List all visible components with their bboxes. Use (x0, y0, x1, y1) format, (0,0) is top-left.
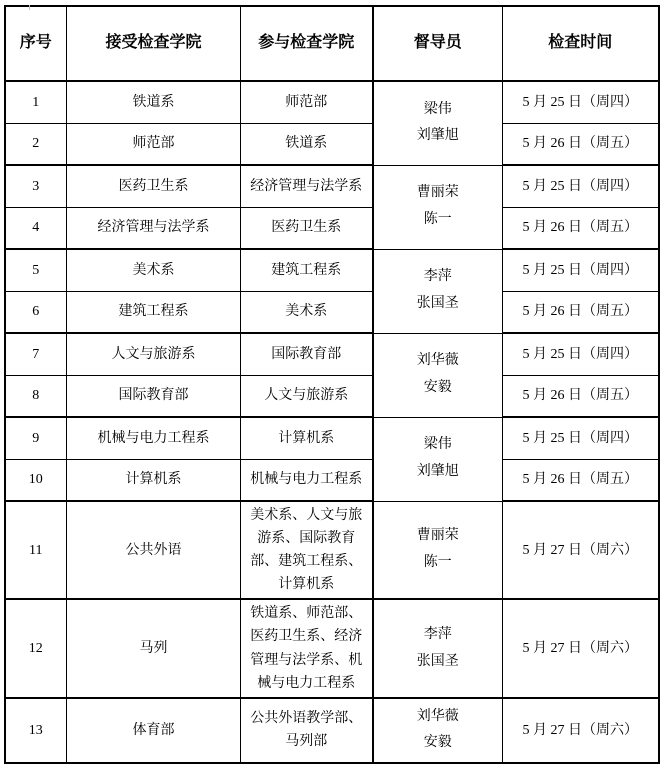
participant-college: 机械与电力工程系 (241, 459, 373, 501)
inspected-college: 马列 (67, 599, 241, 697)
inspection-date: 5 月 26 日（周五） (503, 291, 659, 333)
row-no: 6 (5, 291, 67, 333)
supervisor-name: 陈一 (423, 212, 452, 227)
row-no: 1 (5, 81, 67, 123)
inspection-date: 5 月 25 日（周四） (503, 81, 659, 123)
table-row (5, 207, 659, 249)
row-no: 13 (5, 698, 67, 763)
row-no: 10 (5, 459, 67, 501)
table-row (5, 599, 659, 697)
supervisor-cell (373, 698, 503, 763)
row-no: 2 (5, 123, 67, 165)
supervisor-name: 梁伟 (423, 101, 452, 117)
supervisor-cell (373, 333, 503, 417)
inspection-date: 5 月 27 日（周六） (503, 501, 659, 599)
inspected-college: 计算机系 (67, 459, 241, 501)
table-row (5, 698, 659, 763)
inspected-college: 医药卫生系 (67, 165, 241, 207)
inspected-college: 体育部 (67, 698, 241, 763)
supervisor-cell (373, 249, 503, 333)
inspection-date: 5 月 26 日（周五） (503, 375, 659, 417)
supervisor-name: 梁伟 (423, 437, 452, 453)
supervisor-name: 曹丽荣 (416, 528, 459, 544)
inspected-college: 美术系 (67, 249, 241, 291)
table-row (5, 249, 659, 291)
row-no: 5 (5, 249, 67, 291)
table-row (5, 459, 659, 501)
spreadsheet-gridline-artifact (29, 5, 30, 10)
table-row (5, 165, 659, 207)
participant-college: 医药卫生系 (241, 207, 373, 249)
participant-college: 国际教育部 (241, 333, 373, 375)
table-row (5, 417, 659, 459)
inspected-college: 国际教育部 (67, 375, 241, 417)
table-row (5, 501, 659, 599)
supervisor-cell (373, 165, 503, 249)
inspection-date: 5 月 26 日（周五） (503, 123, 659, 165)
participant-college: 铁道系、师范部、医药卫生系、经济管理与法学系、机械与电力工程系 (241, 599, 373, 697)
inspection-date: 5 月 27 日（周六） (503, 599, 659, 697)
supervisor-name: 刘华薇 (416, 353, 459, 369)
row-no: 4 (5, 207, 67, 249)
header-inspected-college: 接受检查学院 (67, 6, 241, 81)
row-no: 12 (5, 599, 67, 697)
document-page (0, 5, 663, 770)
supervisor-name: 刘肇旭 (416, 128, 459, 144)
participant-college: 计算机系 (241, 417, 373, 459)
supervisor-name: 安毅 (423, 380, 452, 395)
inspection-date: 5 月 25 日（周四） (503, 249, 659, 291)
inspected-college: 人文与旅游系 (67, 333, 241, 375)
participant-college: 建筑工程系 (241, 249, 373, 291)
row-no: 9 (5, 417, 67, 459)
participant-college: 人文与旅游系 (241, 375, 373, 417)
inspection-date: 5 月 25 日（周四） (503, 417, 659, 459)
table-row (5, 333, 659, 375)
inspected-college: 公共外语 (67, 501, 241, 599)
inspection-date: 5 月 26 日（周五） (503, 207, 659, 249)
inspection-date: 5 月 26 日（周五） (503, 459, 659, 501)
inspection-date: 5 月 25 日（周四） (503, 165, 659, 207)
header-inspection-time: 检查时间 (503, 6, 659, 81)
table-row (5, 291, 659, 333)
inspected-college: 师范部 (67, 123, 241, 165)
row-no: 3 (5, 165, 67, 207)
inspection-schedule-table (4, 5, 660, 764)
participant-college: 师范部 (241, 81, 373, 123)
table-row (5, 375, 659, 417)
supervisor-name: 刘肇旭 (416, 464, 459, 479)
inspection-date: 5 月 25 日（周四） (503, 333, 659, 375)
supervisor-name: 张国圣 (416, 653, 459, 669)
participant-college: 美术系 (241, 291, 373, 333)
supervisor-name: 安毅 (423, 735, 452, 751)
supervisor-name: 李萍 (423, 269, 452, 285)
supervisor-cell (373, 501, 503, 599)
row-no: 8 (5, 375, 67, 417)
supervisor-name: 陈一 (423, 554, 452, 570)
supervisor-cell (373, 599, 503, 697)
table-row (5, 123, 659, 165)
header-participant-college: 参与检查学院 (241, 6, 373, 81)
supervisor-cell (373, 417, 503, 501)
supervisor-name: 张国圣 (416, 296, 459, 311)
supervisor-name: 曹丽荣 (416, 185, 459, 201)
table-header-row (5, 6, 659, 81)
header-supervisor: 督导员 (373, 6, 503, 81)
table-row (5, 81, 659, 123)
row-no: 7 (5, 333, 67, 375)
header-no: 序号 (5, 6, 67, 81)
inspected-college: 铁道系 (67, 81, 241, 123)
participant-college: 经济管理与法学系 (241, 165, 373, 207)
supervisor-name: 李萍 (423, 626, 452, 642)
row-no: 11 (5, 501, 67, 599)
inspected-college: 机械与电力工程系 (67, 417, 241, 459)
inspected-college: 经济管理与法学系 (67, 207, 241, 249)
participant-college: 公共外语教学部、马列部 (241, 698, 373, 763)
participant-college: 铁道系 (241, 123, 373, 165)
inspection-date: 5 月 27 日（周六） (503, 698, 659, 763)
inspected-college: 建筑工程系 (67, 291, 241, 333)
supervisor-name: 刘华薇 (416, 708, 459, 724)
participant-college: 美术系、人文与旅游系、国际教育部、建筑工程系、计算机系 (241, 501, 373, 599)
supervisor-cell (373, 81, 503, 165)
